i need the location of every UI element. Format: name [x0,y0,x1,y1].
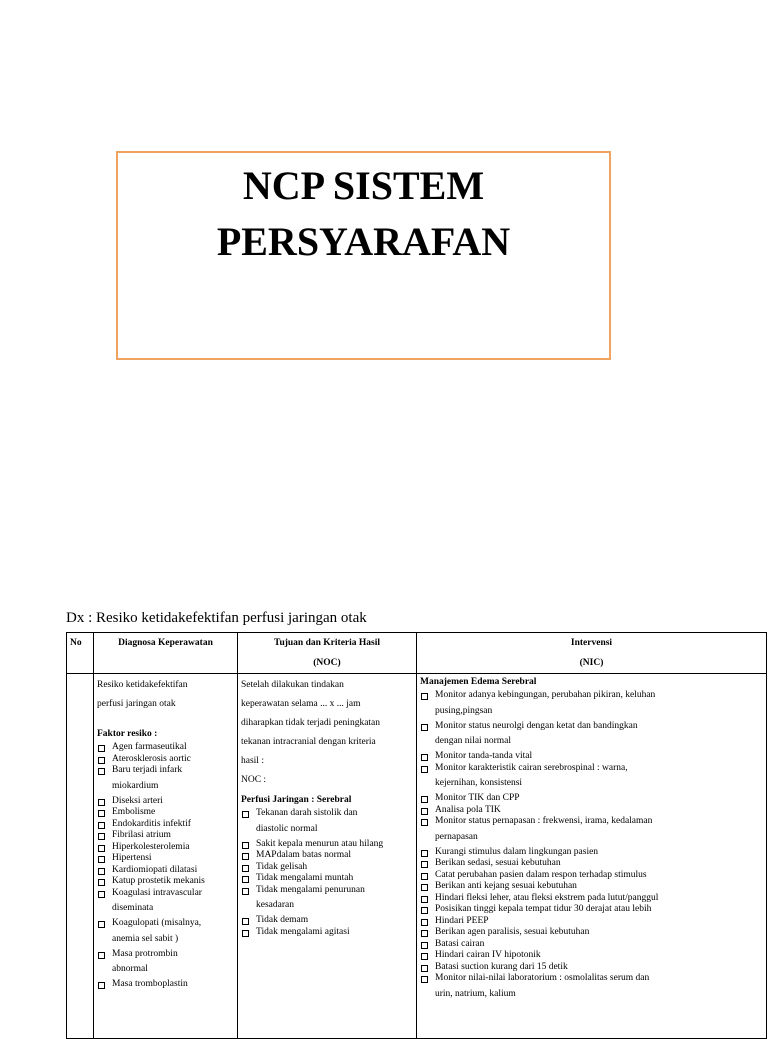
list-item [97,807,234,819]
list-item-continuation: kesadaran [256,900,294,910]
list-item-text: Batasi suction kurang dari 15 detik [435,961,568,972]
diagnosa-line-2: perfusi jaringan otak [97,699,176,709]
checkbox-bullet-icon [421,693,428,700]
list-item-continuation: urin, natrium, kalium [435,988,516,999]
checkbox-bullet-icon [98,879,105,886]
list-item [420,973,763,1004]
list-item-text: Masa protrombin [112,948,178,959]
checkbox-bullet-icon [98,891,105,898]
checkbox-bullet-icon [242,930,249,937]
list-item-text: MAPdalam batas normal [256,850,351,860]
list-item-text: Tidak mengalami penurunan [256,884,365,895]
list-item [420,763,763,794]
cell-no [67,674,94,1039]
noc-intro-line: NOC : [241,775,267,785]
list-item-text: Monitor karakteristik cairan serebrospinal : warna, [435,762,628,773]
list-item-text: Tekanan darah sistolik dan [256,808,358,818]
list-item [241,850,413,862]
diagnosis-heading [66,610,367,627]
list-item [97,754,234,766]
list-item-text: Monitor nilai-nilai laboratorium : osmolalitas serum dan [435,973,650,983]
list-item [420,916,763,928]
checkbox-bullet-icon [421,953,428,960]
list-item [97,888,234,919]
checkbox-bullet-icon [421,873,428,880]
list-item [420,847,763,859]
noc-intro-line: tekanan intracranial dengan kriteria [241,737,376,747]
list-item-text: Batasi cairan [435,938,485,949]
list-item-text: Masa tromboplastin [112,979,188,989]
diagnosa-line-1: Resiko ketidakefektifan [97,680,188,690]
cell-noc [238,674,417,1039]
checkbox-bullet-icon [421,930,428,937]
list-item-text: Analisa pola TIK [435,804,501,815]
checkbox-bullet-icon [421,754,428,761]
list-item [97,949,234,980]
list-item [420,816,763,847]
list-item-text: Hiperkolesterolemia [112,841,190,852]
list-item [97,842,234,854]
header-noc-label: (NOC) [313,658,341,668]
list-item [97,853,234,865]
list-item-text: Kurangi stimulus dalam lingkungan pasien [435,846,599,857]
checkbox-bullet-icon [98,982,105,989]
checkbox-bullet-icon [421,861,428,868]
noc-intro [241,676,413,790]
header-noc [238,633,417,674]
checkbox-bullet-icon [98,768,105,775]
list-item-text: Tidak mengalami agitasi [256,926,350,937]
list-item [420,690,763,721]
list-item-text: Katup prostetik mekanis [112,876,205,886]
list-item [420,751,763,763]
list-item [420,893,763,905]
list-item-text: Monitor status pernapasan : frekwensi, irama, kedalaman [435,816,653,826]
list-item-text: Koagulopati (misalnya, [112,918,202,928]
list-item-text: Fibrilasi atrium [112,830,171,840]
list-item [241,927,413,939]
checkbox-bullet-icon [98,833,105,840]
list-item-text: Hindari PEEP [435,915,489,926]
header-nic-label: (NIC) [579,658,604,668]
list-item-text: Agen farmaseutikal [112,742,187,752]
checkbox-bullet-icon [421,796,428,803]
checkbox-bullet-icon [242,888,249,895]
list-item-text: Kardiomiopati dilatasi [112,864,198,875]
list-item [241,885,413,916]
checkbox-bullet-icon [98,952,105,959]
list-item [97,918,234,949]
nic-intervention-list [420,690,763,1004]
noc-intro-line: keperawatan selama ... x ... jam [241,699,361,709]
nic-heading: Manajemen Edema Serebral [420,677,537,687]
checkbox-bullet-icon [98,921,105,928]
header-no: No [67,633,94,674]
checkbox-bullet-icon [421,850,428,857]
checkbox-bullet-icon [421,942,428,949]
list-item-text: Monitor tanda-tanda vital [435,751,533,761]
list-item [241,808,413,839]
ncp-table [66,632,767,1039]
list-item-continuation: anemia sel sabit ) [112,933,179,944]
list-item [241,873,413,885]
list-item [97,765,234,796]
list-item [420,721,763,752]
list-item-text: Tidak demam [256,915,309,925]
list-item-text: Hipertensi [112,853,152,863]
checkbox-bullet-icon [421,965,428,972]
checkbox-bullet-icon [421,919,428,926]
list-item [420,927,763,939]
list-item-continuation: pernapasan [435,831,478,842]
list-item [97,819,234,831]
list-item-continuation: diseminata [112,903,154,913]
checkbox-bullet-icon [98,822,105,829]
list-item [420,904,763,916]
list-item-continuation: kejernihan, konsistensi [435,778,523,788]
header-diagnosa: Diagnosa Keperawatan [94,633,238,674]
faktor-resiko-list [97,742,234,991]
list-item [97,796,234,808]
list-item [241,915,413,927]
checkbox-bullet-icon [242,865,249,872]
checkbox-bullet-icon [242,853,249,860]
list-item-continuation: abnormal [112,964,148,974]
list-item [420,939,763,951]
list-item [420,858,763,870]
list-item-continuation: miokardium [112,780,159,791]
list-item-text: Berikan anti kejang sesuai kebutuhan [435,881,577,891]
list-item-text: Baru terjadi infark [112,765,183,775]
list-item-text: Berikan sedasi, sesuai kebutuhan [435,858,561,868]
list-item [97,876,234,888]
list-item-text: Koagulasi intravascular [112,887,202,898]
checkbox-bullet-icon [421,724,428,731]
cell-nic [417,674,767,1039]
list-item [420,962,763,974]
list-item [420,870,763,882]
list-item [420,805,763,817]
diagnosis-label: Dx : [66,610,93,626]
list-item-text: Sakit kepala menurun atau hilang [256,838,384,849]
list-item-text: Hindari cairan IV hipotonik [435,950,541,960]
checkbox-bullet-icon [242,842,249,849]
list-item-text: Posisikan tinggi kepala tempat tidur 30 derajat atau lebih [435,904,652,914]
list-item-continuation: diastolic normal [256,823,318,834]
checkbox-bullet-icon [421,896,428,903]
checkbox-bullet-icon [242,918,249,925]
list-item-text: Monitor TIK dan CPP [435,793,520,803]
checkbox-bullet-icon [421,819,428,826]
table-header-row [67,633,767,674]
checkbox-bullet-icon [421,907,428,914]
list-item-text: Diseksi arteri [112,795,163,806]
list-item-text: Tidak gelisah [256,861,308,872]
checkbox-bullet-icon [421,976,428,983]
list-item [97,979,234,991]
checkbox-bullet-icon [98,810,105,817]
document-title-line-2: PERSYARAFAN [216,219,511,264]
list-item [97,865,234,877]
checkbox-bullet-icon [242,811,249,818]
list-item-text: Hindari fleksi leher, atau fleksi ekstrem pada lutut/panggul [435,892,659,903]
list-item-text: Embolisme [112,807,156,817]
table-row [67,674,767,1039]
noc-intro-line: diharapkan tidak terjadi peningkatan [241,718,381,728]
header-tujuan-label: Tujuan dan Kriteria Hasil [273,638,381,648]
header-nic [417,633,767,674]
header-intervensi-label: Intervensi [570,638,613,648]
checkbox-bullet-icon [98,856,105,863]
noc-criteria-list [241,808,413,938]
list-item-text: Berikan agen paralisis, sesuai kebutuhan [435,927,590,937]
checkbox-bullet-icon [421,766,428,773]
list-item [241,839,413,851]
list-item [241,862,413,874]
list-item-text: Monitor status neurolgi dengan ketat dan bandingkan [435,720,638,731]
checkbox-bullet-icon [98,745,105,752]
checkbox-bullet-icon [421,808,428,815]
list-item-text: Tidak mengalami muntah [256,873,354,883]
checkbox-bullet-icon [98,757,105,764]
checkbox-bullet-icon [98,845,105,852]
cell-diagnosa [94,674,238,1039]
list-item-text: Aterosklerosis aortic [112,753,191,764]
list-item-text: Monitor adanya kebingungan, perubahan pikiran, keluhan [435,690,656,700]
noc-intro-line: hasil : [241,756,264,766]
list-item [420,793,763,805]
noc-intro-line: Setelah dilakukan tindakan [241,680,344,690]
diagnosis-text: Resiko ketidakefektifan perfusi jaringan otak [96,610,367,626]
list-item-continuation: dengan nilai normal [435,736,511,746]
checkbox-bullet-icon [242,876,249,883]
checkbox-bullet-icon [98,799,105,806]
list-item [97,830,234,842]
checkbox-bullet-icon [98,868,105,875]
noc-heading: Perfusi Jaringan : Serebral [241,795,352,805]
checkbox-bullet-icon [421,884,428,891]
document-title-line-1: NCP SISTEM [242,163,485,208]
faktor-resiko-heading: Faktor resiko : [97,729,158,739]
list-item-text: Catat perubahan pasien dalam respon terhadap stimulus [435,869,647,880]
list-item [97,742,234,754]
list-item [420,950,763,962]
title-box [116,151,611,360]
list-item-continuation: pusing,pingsan [435,705,493,716]
list-item [420,881,763,893]
list-item-text: Endokarditis infektif [112,818,191,829]
